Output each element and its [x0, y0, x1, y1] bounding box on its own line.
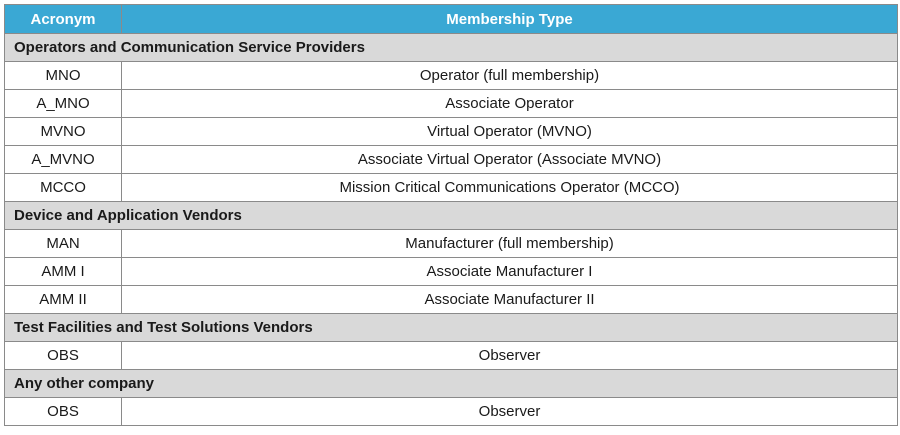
membership-table-container: [4, 4, 897, 426]
header-row: [5, 5, 898, 34]
table-row: [5, 174, 898, 202]
table-body: [5, 34, 898, 426]
table-row: [5, 62, 898, 90]
acronym-cell: OBS: [5, 342, 122, 370]
header-acronym: Acronym: [5, 5, 122, 34]
table-row: [5, 146, 898, 174]
group-title: Operators and Communication Service Providers: [5, 34, 898, 62]
group-title: Device and Application Vendors: [5, 202, 898, 230]
membership-type-cell: Virtual Operator (MVNO): [122, 118, 898, 146]
acronym-cell: MAN: [5, 230, 122, 258]
membership-table: [4, 4, 898, 426]
table-row: [5, 258, 898, 286]
membership-type-cell: Associate Manufacturer I: [122, 258, 898, 286]
header-membership-type: Membership Type: [122, 5, 898, 34]
membership-type-cell: Operator (full membership): [122, 62, 898, 90]
group-row: [5, 370, 898, 398]
group-row: [5, 202, 898, 230]
acronym-cell: AMM I: [5, 258, 122, 286]
membership-type-cell: Mission Critical Communications Operator (MCCO): [122, 174, 898, 202]
group-title: Test Facilities and Test Solutions Vendors: [5, 314, 898, 342]
table-row: [5, 118, 898, 146]
table-row: [5, 398, 898, 426]
membership-type-cell: Observer: [122, 398, 898, 426]
acronym-cell: A_MNO: [5, 90, 122, 118]
acronym-cell: MVNO: [5, 118, 122, 146]
acronym-cell: MNO: [5, 62, 122, 90]
table-header: [5, 5, 898, 34]
group-title: Any other company: [5, 370, 898, 398]
acronym-cell: OBS: [5, 398, 122, 426]
acronym-cell: A_MVNO: [5, 146, 122, 174]
table-row: [5, 342, 898, 370]
group-row: [5, 314, 898, 342]
table-row: [5, 286, 898, 314]
membership-type-cell: Associate Operator: [122, 90, 898, 118]
membership-type-cell: Associate Virtual Operator (Associate MVNO): [122, 146, 898, 174]
acronym-cell: AMM II: [5, 286, 122, 314]
acronym-cell: MCCO: [5, 174, 122, 202]
group-row: [5, 34, 898, 62]
table-row: [5, 90, 898, 118]
membership-type-cell: Manufacturer (full membership): [122, 230, 898, 258]
membership-type-cell: Associate Manufacturer II: [122, 286, 898, 314]
table-row: [5, 230, 898, 258]
membership-type-cell: Observer: [122, 342, 898, 370]
